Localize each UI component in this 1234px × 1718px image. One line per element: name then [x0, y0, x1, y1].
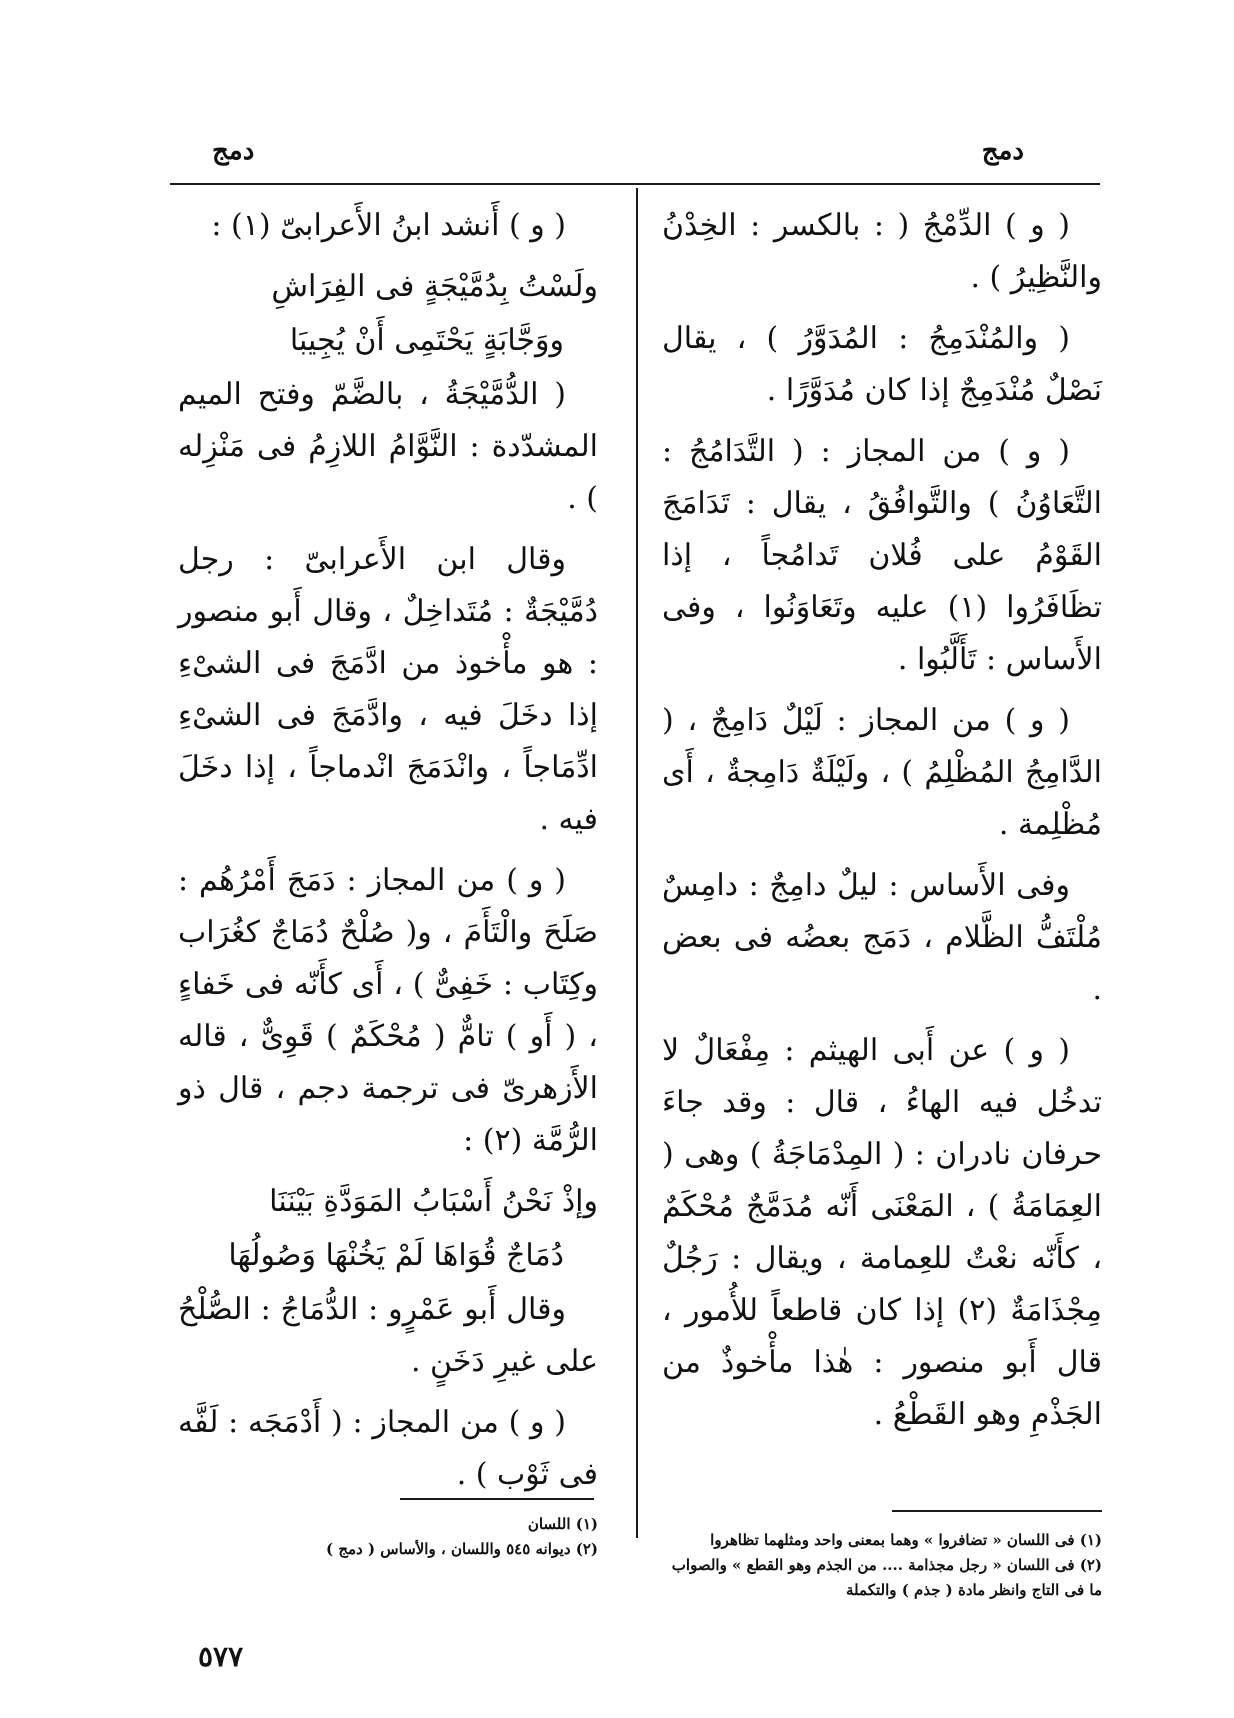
- entry-paragraph: ( الدُّمَّيْجَةُ ، بالضَّمّ وفتح الميم المشدّدة : النَّوَّامُ اللازِمُ فى مَنْزِله ) .: [178, 377, 598, 516]
- verse-line: دُمَاجٌ قُوَاهَا لَمْ يَخُنْهَا وَصُولُهَا: [228, 1238, 564, 1273]
- entry-paragraph: ( و ) أَنشد ابنُ الأَعرابىّ (١) :: [211, 208, 566, 243]
- entry-paragraph: وقال ابن الأَعرابىّ : رجل دُمَّيْجَةٌ : مُتَداخِلٌ ، وقال أَبو منصور : هو مأْخوذ من ادَّمَجَ فى الشىْءِ إذا دخَلَ فيه ، وادَّمَجَ فى الشىْءِ ادِّمَاجاً ، وانْدَمَجَ انْدماجاً ، إذا دخَلَ فيه .: [178, 542, 598, 837]
- entry-paragraph: وفى الأَساس : ليلٌ دامِجٌ : دامِسٌ مُلْتَفُّ الظَّلام ، دَمَج بعضُه فى بعض .: [662, 868, 1102, 1007]
- footnotes-left: [178, 1512, 598, 1562]
- entry-paragraph: ( و ) من المجاز : ( أَدْمَجَه : لَفَّه فى ثَوْب ) .: [178, 1405, 598, 1492]
- entry-paragraph: ( والمُنْدَمِجُ : المُدَوَّرُ ) ، يقال نَصْلٌ مُنْدَمِجٌ إذا كان مُدَوَّرًا .: [662, 321, 1102, 408]
- footnote: (٢) فى اللسان « رجل مجذامة .... من الجذم وهو القطع » والصواب ما فى التاج وانظر مادة ( جذم ) والتكملة: [671, 1556, 1102, 1599]
- left-column: [178, 200, 598, 1510]
- running-head-right: دمج: [981, 136, 1024, 166]
- entry-paragraph: ( و ) من المجاز : ( التَّدَامُجُ : التَّعَاوُنُ ) والتَّوافُقُ ، يقال : تَدَامَجَ القَوْمُ على فُلان تَدامُجاً ، إذا تظَافَرُوا (١) عليه وتَعَاوَنُوا ، وفى الأَساس : تَأَلَّبُوا .: [662, 434, 1102, 677]
- header-rule: [170, 183, 1100, 185]
- entry-paragraph: وقال أَبو عَمْرٍو : الدُّمَاجُ : الصُّلْحُ على غيرِ دَخَنٍ .: [178, 1292, 598, 1379]
- footnotes-right: [654, 1528, 1102, 1603]
- page-number: ٥٧٧: [198, 1640, 244, 1673]
- right-column: [662, 200, 1102, 1450]
- entry-paragraph: ( و ) عن أَبى الهيثم : مِفْعَالٌ لا تدخُل فيه الهاءُ ، قال : وقد جاءَ حرفان نادران : ( المِدْمَاجَةُ ) وهى ( العِمَامَةُ ) ، المَعْنَى أَنّه مُدَمَّجٌ مُحْكَمٌ ، كأَنّه نعْتٌ للعِمامة ، ويقال : رَجُلٌ مِجْذَامَةٌ (٢) إذا كان قاطعاً للأُمور ، قال أَبو منصور : هٰذا مأْخوذٌ من الجَذْمِ وهو القَطْعُ .: [662, 1033, 1103, 1432]
- verse-line: ووَجَّابَةٍ يَحْتَمِى أَنْ يُجِيبَا: [289, 323, 564, 358]
- entry-paragraph: ( و ) من المجاز : لَيْلٌ دَامِجٌ ، ( الدَّامِجُ المُظْلِمُ ) ، ولَيْلَةٌ دَامِجةٌ ، أَى مُظْلِمة .: [662, 703, 1102, 842]
- column-divider: [636, 188, 638, 1538]
- footnote-rule-right: [892, 1510, 1102, 1512]
- footnote: (١) اللسان: [527, 1515, 598, 1533]
- verse-line: ولَسْتُ بِدُمَّيْجَةٍ فى الفِرَاشِ: [271, 269, 598, 304]
- running-head-left: دمج: [212, 136, 255, 166]
- footnote: (٢) ديوانه ٥٤٥ واللسان ، والأساس ( دمج ): [326, 1540, 598, 1558]
- entry-paragraph: ( و ) من المجاز : دَمَجَ أَمْرُهُم : صَلَحَ والْتَأَمَ ، و( صُلْحٌ دُمَاجٌ كغُرَاب وكِتَاب : خَفِىٌّ ) ، أَى كأَنّه فى خَفاءٍ ، ( أَو ) تامٌّ ( مُحْكَمٌ ) قَوِىٌّ ، قاله الأَزهرىّ فى ترجمة دجم ، قال ذو الرُّمَّة (٢) :: [178, 863, 598, 1158]
- footnote: (١) فى اللسان « تضافروا » وهما بمعنى واحد ومثلهما تظاهروا: [710, 1531, 1102, 1549]
- verse-line: وإذْ نَحْنُ أَسْبَابُ المَوَدَّةِ بَيْنَنَا: [269, 1184, 598, 1219]
- footnote-rule-left: [400, 1498, 594, 1500]
- entry-paragraph: ( و ) الدِّمْجُ ( : بالكسر : الخِدْنُ والنَّظِيرُ ) .: [662, 208, 1102, 295]
